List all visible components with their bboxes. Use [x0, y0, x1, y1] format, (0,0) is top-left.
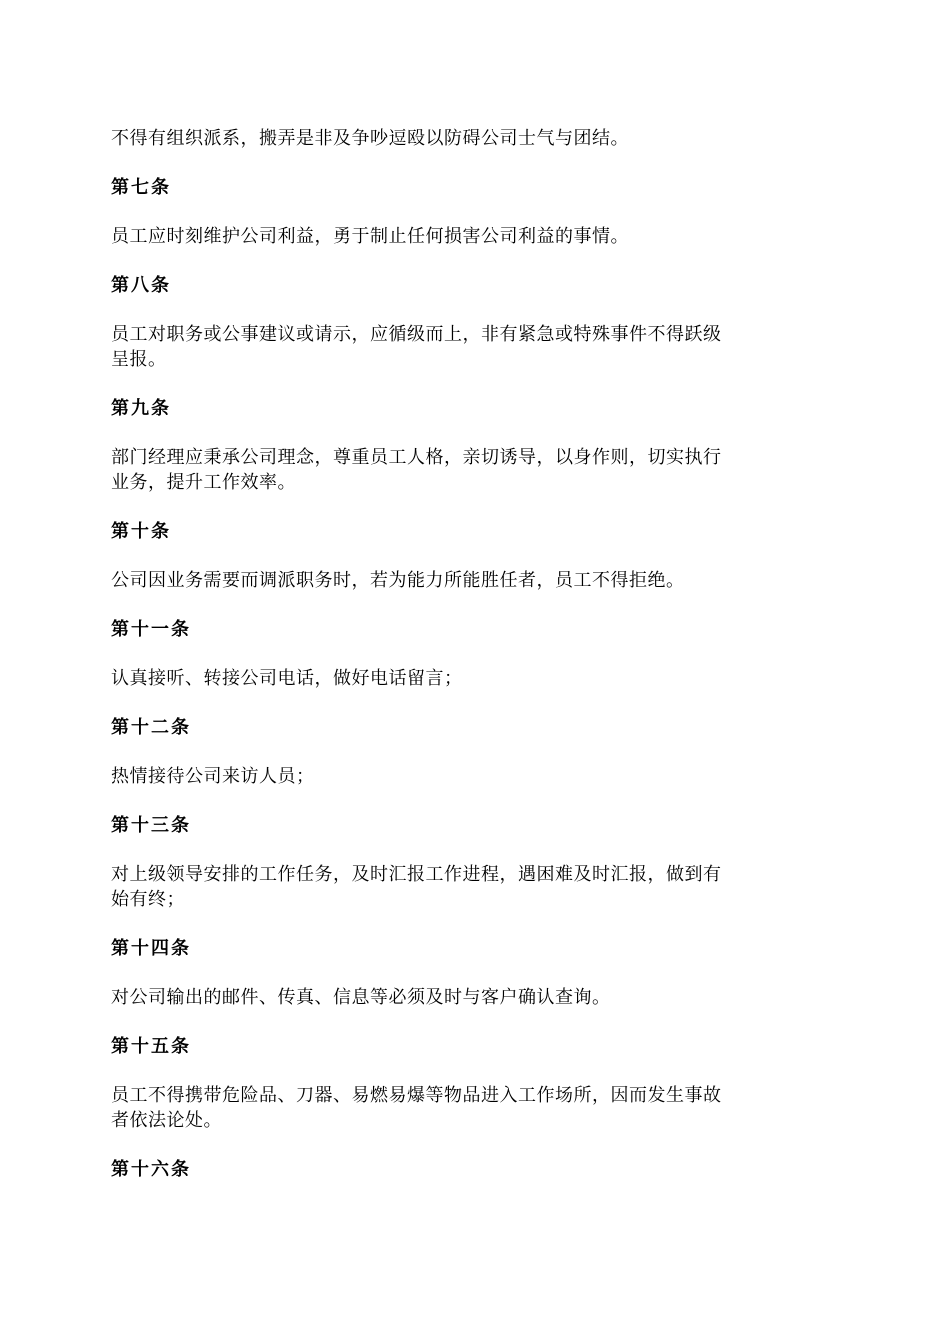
paragraph: 对公司输出的邮件、传真、信息等必须及时与客户确认查询。 [111, 987, 611, 1008]
paragraph: 员工对职务或公事建议或请示，应循级而上，非有紧急或特殊事件不得跃级呈报。 [111, 324, 722, 370]
article-heading: 第十条 [111, 521, 171, 542]
article-heading: 第八条 [111, 275, 171, 296]
article-heading: 第十四条 [111, 938, 191, 959]
paragraph: 认真接听、转接公司电话，做好电话留言； [111, 668, 463, 689]
paragraph: 不得有组织派系，搬弄是非及争吵逗殴以防碍公司士气与团结。 [111, 128, 629, 149]
document-body [111, 126, 731, 1206]
paragraph: 热情接待公司来访人员； [111, 766, 315, 787]
paragraph: 公司因业务需要而调派职务时，若为能力所能胜任者，员工不得拒绝。 [111, 570, 685, 591]
article-heading: 第十二条 [111, 717, 191, 738]
article-heading: 第九条 [111, 398, 171, 419]
article-heading: 第七条 [111, 177, 171, 198]
article-heading: 第十三条 [111, 815, 191, 836]
article-heading: 第十六条 [111, 1159, 191, 1180]
paragraph: 对上级领导安排的工作任务，及时汇报工作进程，遇困难及时汇报，做到有始有终； [111, 864, 722, 910]
article-heading: 第十五条 [111, 1036, 191, 1057]
paragraph: 员工应时刻维护公司利益，勇于制止任何损害公司利益的事情。 [111, 226, 629, 247]
article-heading: 第十一条 [111, 619, 191, 640]
paragraph: 员工不得携带危险品、刀器、易燃易爆等物品进入工作场所，因而发生事故者依法论处。 [111, 1085, 722, 1131]
paragraph: 部门经理应秉承公司理念，尊重员工人格，亲切诱导，以身作则，切实执行业务，提升工作效率。 [111, 447, 722, 493]
